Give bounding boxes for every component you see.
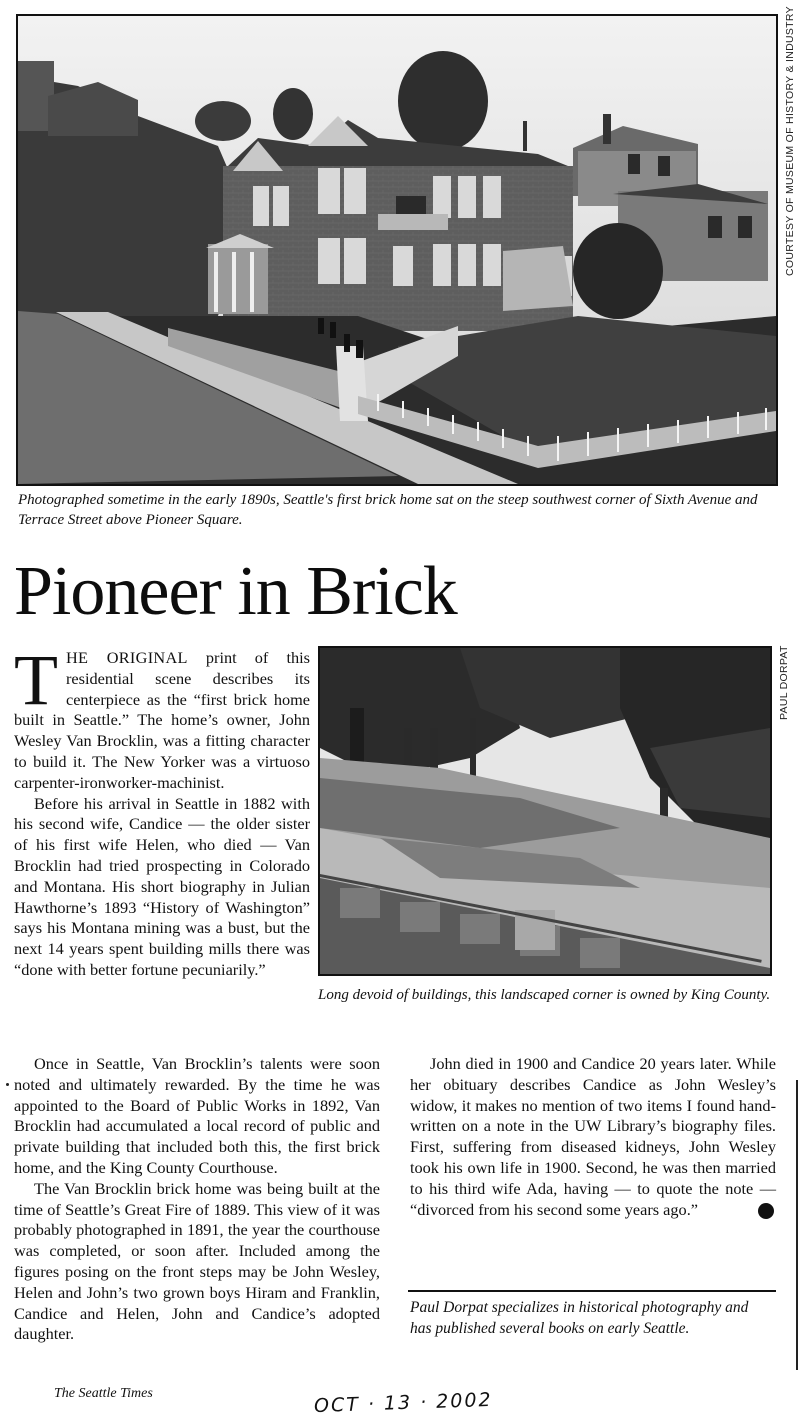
article-paragraph-2: Before his arrival in Seattle in 1882 with his second wife, Candice — the older sister of his first wife Helen, who died — Van Brocklin had tried prospecting in Colorado and Montana. His short biography in Julian Hawthorne’s 1893 “History of Washington” says his Montana mining was a bust, but the next 14 years spent building mills there was “done with better fortune pecuniarily.” [14,793,310,979]
margin-dot [6,1083,9,1086]
article-paragraph-5 [410,1054,786,1220]
end-mark-icon: P [758,1203,774,1219]
bio-divider [408,1290,776,1292]
paragraph-1-text: print of this residential scene describes its centerpiece as the “first brick home built in Seattle.” The home’s owner, John Wesley Van Brocklin, was a fitting character to build it. The New Yorker was a virtuoso carpenter-ironworker-machinist. [14,648,310,792]
article-paragraph-1 [14,640,310,794]
mansion-photo-illustration [18,16,776,484]
article-paragraph-3: Once in Seattle, Van Brocklin’s talents were soon noted and ultimately rewarded. By the time he was appointed to the Board of Public Works in 1892, Van Brocklin had accumulated a local record of public and private building that included both this, the first brick home, and the King County Courthouse. [14,1054,380,1177]
author-bio: Paul Dorpat specializes in historical photography and has published several books on early Seattle. [410,1299,749,1337]
main-photo-caption: Photographed sometime in the early 1890s, Seattle's first brick home sat on the steep southwest corner of Sixth Avenue and Terrace Street above Pioneer Square. [18,492,758,528]
secondary-photo-caption: Long devoid of buildings, this landscaped corner is owned by King County. [318,987,771,1003]
page-edge-mark [796,1080,798,1370]
lead-in-caps: HE ORIGINAL [65,648,188,667]
headline: Pioneer in Brick [14,553,457,630]
main-photo-credit: COURTESY OF MUSEUM OF HISTORY & INDUSTRY [784,6,796,276]
paragraph-5-text: John died in 1900 and Candice 20 years later. While her obituary describes Candice as John Wesley’s widow, it makes no mention of two items I found hand-written on a note in the UW Library’s biography files. First, suffering from diseased kidneys, John Wesley took his own life in 1900. Second, he was then married to his third wife Ada, having — to quote the note — “divorced from his second some years ago.” [410,1054,776,1219]
article-paragraph-4: The Van Brocklin brick home was being built at the time of Seattle’s Great Fire of 1889. This view of it was probably photographed in 1891, the year the courthouse was completed, or soon after. Included among the figures posing on the front steps may be John Wesley, Helen and John’s two grown boys Hiram and Franklin, Candice and Helen, John and Candice’s adopted daughter. [14,1178,380,1344]
handwritten-date: OCT · 13 · 2002 [313,1388,493,1418]
newspaper-name: The Seattle Times [54,1386,153,1401]
article-column-top [14,640,310,981]
trees-photo-illustration [320,648,770,974]
drop-cap: T [14,640,58,720]
secondary-photo-credit: PAUL DORPAT [778,645,790,720]
article-column-left [14,1054,380,1345]
main-photo [16,14,778,486]
article-column-right [410,1054,786,1220]
secondary-photo [318,646,772,976]
